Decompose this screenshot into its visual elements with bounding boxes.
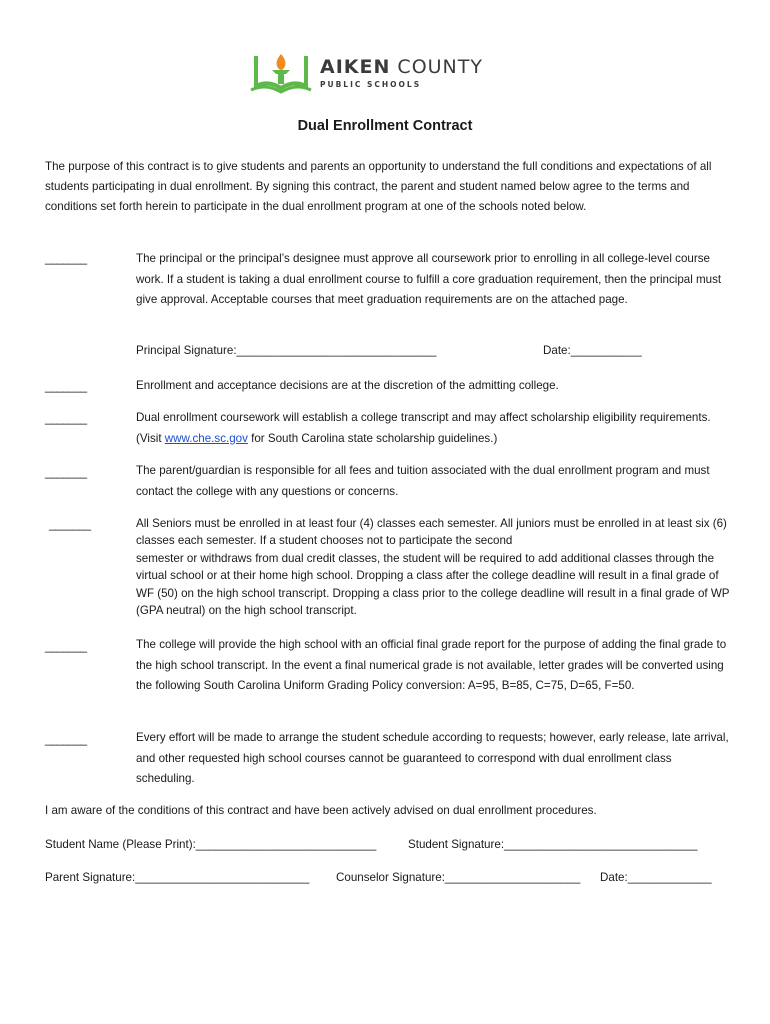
condition-item: Dual enrollment coursework will establish a college transcript and may affect scholarship eligibility requirements. (Visit www.che.sc.gov for South Carolina state scholarship guidelines.) — [136, 411, 711, 445]
initials-blank[interactable]: _______ — [45, 466, 87, 479]
intro-paragraph: The purpose of this contract is to give students and parents an opportunity to understand the full conditions and expectations of all students participating in dual enrollment. By signing this contract, the parent and student named below agree to the terms and conditions set forth herein to participate in the dual enrollment program at one of the schools noted below. — [45, 160, 712, 214]
initials-blank[interactable]: _______ — [49, 518, 91, 531]
condition-item: The principal or the principal’s designee must approve all coursework prior to enrolling in all college-level course work. If a student is taking a dual enrollment course to fulfill a core graduation requirement, then the principal must give approval. Acceptable courses that meet graduation requirements are on the attached page. — [136, 252, 722, 307]
condition-item: The parent/guardian is responsible for all fees and tuition associated with the dual enrollment program and must contact the college with any questions or concerns. — [136, 464, 710, 498]
org-subtitle: PUBLIC SCHOOLS — [320, 80, 422, 89]
document-title: Dual Enrollment Contract — [297, 118, 473, 134]
org-name: AIKEN COUNTY — [320, 56, 483, 78]
condition-item: Enrollment and acceptance decisions are at the discretion of the admitting college. — [136, 379, 559, 392]
book-torch-icon — [248, 50, 314, 96]
parent-signature-line[interactable]: Parent Signature:___________________________ — [45, 871, 310, 884]
condition-item: Every effort will be made to arrange the student schedule according to requests; however, early release, late arrival, and other requested high school courses cannot be guaranteed to correspond with dual enrollment class scheduling. — [136, 731, 729, 786]
condition-item: The college will provide the high school with an official final grade report for the purpose of adding the final grade to the high school transcript. In the event a final numerical grade is not available, letter grades will be converted using the following South Carolina Uniform Grading Policy conversion: A=95, B=85, C=75, D=65, F=50. — [136, 638, 727, 693]
awareness-statement: I am aware of the conditions of this contract and have been actively advised on dual enrollment procedures. — [45, 804, 597, 817]
aiken-county-logo — [248, 50, 498, 96]
counselor-signature-line[interactable]: Counselor Signature:_____________________ — [336, 871, 581, 884]
initials-blank[interactable]: _______ — [45, 412, 87, 425]
principal-date-line[interactable]: Date:___________ — [543, 344, 642, 357]
principal-signature-line[interactable]: Principal Signature:_______________________________ — [136, 344, 437, 357]
condition-item: All Seniors must be enrolled in at least four (4) classes each semester. All juniors must be enrolled in at least six (6) classes each semester. If a student chooses not to participate the second semester or withdraws from dual credit classes, the student will be required to add additional classes through the virtual school or at their home high school. Dropping a class after the college deadline will result in a final grade of WF (50) on the high school transcript. Dropping a class prior to the college deadline will result in a final grade of WP (GPA neutral) on the high school transcript. — [136, 517, 730, 618]
initials-blank[interactable]: _______ — [45, 380, 87, 393]
student-signature-line[interactable]: Student Signature:______________________________ — [408, 838, 698, 851]
initials-blank[interactable]: _______ — [45, 733, 87, 746]
student-name-line[interactable]: Student Name (Please Print):____________________________ — [45, 838, 377, 851]
final-date-line[interactable]: Date:_____________ — [600, 871, 712, 884]
initials-blank[interactable]: _______ — [45, 252, 87, 265]
che-website-link[interactable]: www.che.sc.gov — [164, 431, 248, 445]
initials-blank[interactable]: _______ — [45, 640, 87, 653]
